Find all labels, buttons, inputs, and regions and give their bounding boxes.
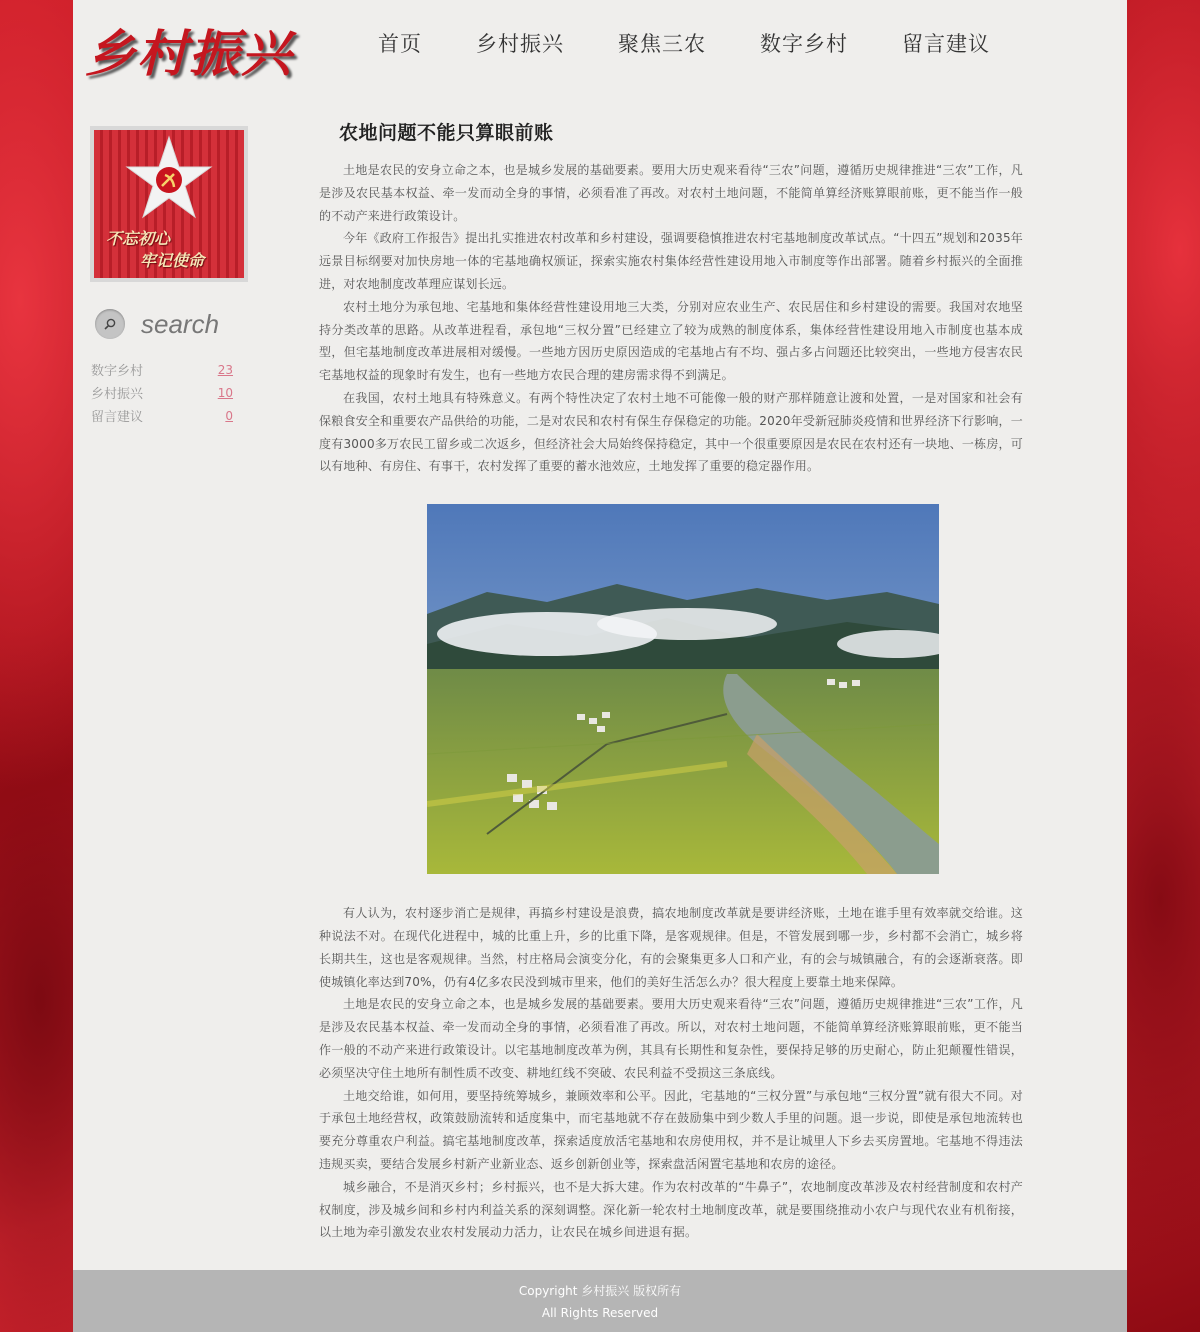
sidebar-badge-image <box>90 126 248 282</box>
nav-digital-village[interactable]: 数字乡村 <box>760 32 848 56</box>
article-paragraph: 今年《政府工作报告》提出扎实推进农村改革和乡村建设，强调要稳慎推进农村宅基地制度改革试点。“十四五”规划和2035年远景目标纲要对加快房地一体的宅基地确权颁证，探索实施农村集体经营性建设用地入市制度等作出部署。随着乡村振兴的全面推进，对农地制度改革理应谋划长远。 <box>319 231 1023 291</box>
badge-slogan <box>106 228 236 272</box>
search-input[interactable] <box>141 309 261 340</box>
category-count[interactable]: 0 <box>225 408 233 423</box>
footer <box>73 1270 1127 1332</box>
main-nav <box>378 28 1044 62</box>
category-count[interactable]: 23 <box>217 362 233 377</box>
article-paragraph: 土地是农民的安身立命之本，也是城乡发展的基础要素。要用大历史观来看待“三农”问题，遵循历史规律推进“三农”工作，凡是涉及农民基本权益、牵一发而动全身的事情，必须看准了再改。所以，对农村土地问题，不能简单算经济账算眼前账，更不能当作一般的不动产来进行政策设计。以宅基地制度改革为例，其具有长期性和复杂性，要保持足够的历史耐心，防止犯颠覆性错误，必须坚决守住土地所有制性质不改变、耕地红线不突破、农民利益不受损这三条底线。 <box>319 997 1023 1080</box>
article-paragraph: 城乡融合，不是消灭乡村；乡村振兴，也不是大拆大建。作为农村改革的“牛鼻子”，农地制度改革涉及农村经营制度和农村产权制度，涉及城乡间和乡村内利益关系的深刻调整。深化新一轮农村土地制度改革，就是要围绕推动小农户与现代农业有机衔接，以土地为牵引激发农业农村发展动力活力，让农民在城乡间进退有据。 <box>319 1179 1023 1240</box>
article-paragraph: 农村土地分为承包地、宅基地和集体经营性建设用地三大类，分别对应农业生产、农民居住和乡村建设的需要。我国对农地坚持分类改革的思路。从改革进程看，承包地“三权分置”已经建立了较为成熟的制度体系，集体经营性建设用地入市制度也基本成型，但宅基地制度改革进展相对缓慢。一些地方因历史原因造成的宅基地占有不均、强占多占问题还比较突出，一些地方侵害农民宅基地权益的现象时有发生，也有一些地方农民合理的建房需求得不到满足。 <box>319 299 1023 383</box>
star-emblem-icon <box>124 134 214 224</box>
category-count[interactable]: 10 <box>217 385 233 400</box>
category-list <box>91 358 233 427</box>
site-logo[interactable]: 乡村振兴 <box>85 24 293 83</box>
article-paragraph: 有人认为，农村逐步消亡是规律，再搞乡村建设是浪费，搞农地制度改革就是要讲经济账，土地在谁手里有效率就交给谁。这种说法不对。在现代化进程中，城的比重上升，乡的比重下降，是客观规律。但是，不管发展到哪一步，乡村都不会消亡，城乡将长期共生，这也是客观规律。当然，村庄格局会演变分化，有的会聚集更多人口和产业，有的会与城镇融合，有的会逐渐衰落。即使城镇化率达到70%，仍有4亿多农民没到城市里来，他们的美好生活怎么办？很大程度上要靠土地来保障。 <box>319 906 1023 989</box>
article-paragraph: 在我国，农村土地具有特殊意义。有两个特性决定了农村土地不可能像一般的财产那样随意让渡和处置，一是对国家和社会有保粮食安全和重要农产品供给的功能，二是对农民和农村有保生存保稳定的功能。2020年受新冠肺炎疫情和世界经济下行影响，一度有3000多万农民工留乡或二次返乡，但经济社会大局始终保持稳定，其中一个很重要原因是农民在农村还有一块地、一栋房，可以有地种、有房住、有事干，农村发挥了重要的蓄水池效应，土地发挥了重要的稳定器作用。 <box>319 390 1023 474</box>
footer-rights: All Rights Reserved <box>541 1306 659 1320</box>
article <box>319 118 1023 1244</box>
page-container <box>73 0 1127 1332</box>
article-paragraph: 土地是农民的安身立命之本，也是城乡发展的基础要素。要用大历史观来看待“三农”问题，遵循历史规律推进“三农”工作，凡是涉及农民基本权益、牵一发而动全身的事情，必须看准了再改。对农村土地问题，不能简单算经济账算眼前账，更不能当作一般的不动产来进行政策设计。 <box>319 163 1023 223</box>
category-item-feedback[interactable] <box>91 404 233 427</box>
article-title: 农地问题不能只算眼前账 <box>339 122 554 144</box>
nav-focus-three-rural[interactable]: 聚焦三农 <box>618 32 706 56</box>
search-icon <box>103 317 117 331</box>
nav-rural-revitalization[interactable]: 乡村振兴 <box>476 32 564 56</box>
search-button[interactable] <box>95 309 125 339</box>
search-box <box>95 306 261 342</box>
article-paragraph: 土地交给谁，如何用，要坚持统筹城乡，兼顾效率和公平。因此，宅基地的“三权分置”与承包地“三权分置”就有很大不同。对于承包土地经营权，政策鼓励流转和适度集中，而宅基地就不存在鼓励集中到少数人手里的问题。退一步说，即使是承包地流转也要充分尊重农户利益。搞宅基地制度改革，探索适度放活宅基地和农房使用权，并不是让城里人下乡去买房置地。宅基地不得违法违规买卖，要结合发展乡村新产业新业态、返乡创新创业等，探索盘活闲置宅基地和农房的途径。 <box>319 1088 1023 1171</box>
category-name: 乡村振兴 <box>91 387 144 402</box>
badge-slogan-line1: 不忘初心 <box>106 229 171 248</box>
category-item-digital-village[interactable] <box>91 358 233 381</box>
article-photo-aerial-village <box>427 504 939 874</box>
nav-feedback[interactable]: 留言建议 <box>902 32 990 56</box>
category-name: 留言建议 <box>91 410 144 425</box>
nav-home[interactable]: 首页 <box>378 32 422 56</box>
category-item-rural-revitalization[interactable] <box>91 381 233 404</box>
category-name: 数字乡村 <box>91 364 144 379</box>
badge-slogan-line2: 牢记使命 <box>140 251 205 270</box>
footer-copyright: Copyright 乡村振兴 版权所有 <box>518 1284 682 1298</box>
